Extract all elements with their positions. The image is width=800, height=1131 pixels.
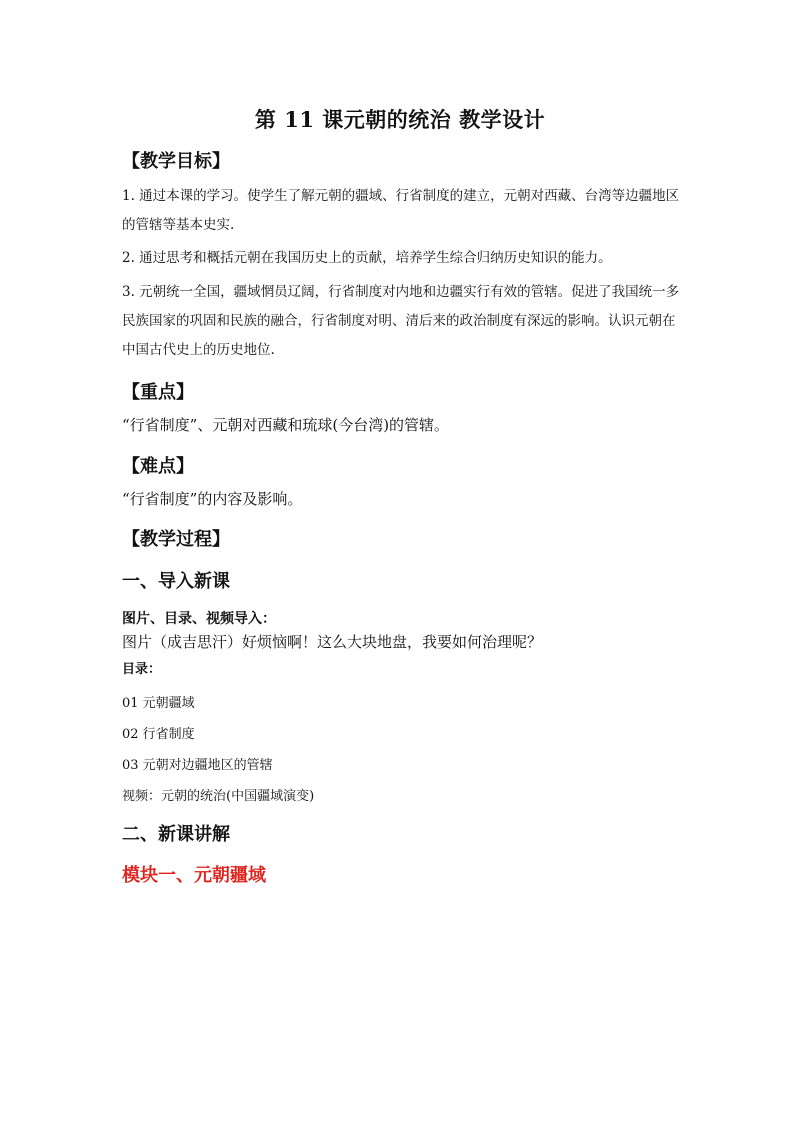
intro-text: 图片（成吉思汗）好烦恼啊！这么大块地盘，我要如何治理呢？ (122, 633, 543, 651)
goal-item-3: 3. 元朝统一全国，疆域惘员辽阔，行省制度对内地和边疆实行有效的管辖。促进了我国统一多民族国家的巩固和民族的融合，行省制度对明、清后来的政治制度有深远的影响。认识元朝在中国古代史上的历史地位. (122, 284, 680, 358)
goals-heading: 【教学目标】 (122, 151, 230, 172)
document-title: 第 11 课元朝的统治 教学设计 (254, 107, 546, 132)
goal-item-2: 2. 通过思考和概括元朝在我国历史上的贡献，培养学生综合归纳历史知识的能力。 (122, 250, 612, 266)
toc-item-3: 03 元朝对边疆地区的管辖 (122, 758, 273, 773)
toc-item-1: 01 元朝疆域 (122, 696, 195, 711)
process-heading: 【教学过程】 (122, 529, 230, 550)
module-1-heading: 模块一、元朝疆域 (122, 865, 266, 886)
difficulties-text: “行省制度”的内容及影响。 (122, 490, 303, 508)
goal-item-1: 1. 通过本课的学习。使学生了解元朝的疆域、行省制度的建立，元朝对西藏、台湾等边疆地区的管辖等基本史实. (122, 188, 680, 233)
key-points-heading: 【重点】 (122, 382, 194, 403)
intro-label: 图片、目录、视频导入： (122, 611, 276, 627)
video-line: 视频：元朝的统治(中国疆域演变) (122, 789, 315, 804)
key-points-text: “行省制度”、元朝对西藏和琉球(今台湾)的管辖。 (122, 416, 450, 434)
toc-label: 目录： (122, 662, 162, 677)
toc-item-2: 02 行省制度 (122, 727, 195, 742)
section-intro-heading: 一、导入新课 (122, 571, 230, 592)
difficulties-heading: 【难点】 (122, 456, 194, 477)
section-lecture-heading: 二、新课讲解 (122, 824, 230, 845)
